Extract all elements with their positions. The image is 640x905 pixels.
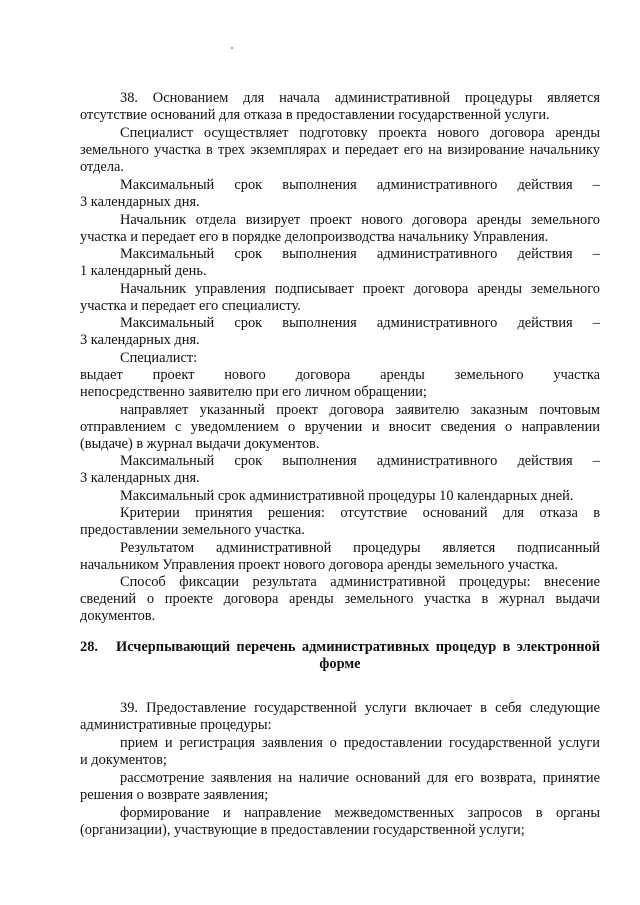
- specialist-heading: Специалист:: [120, 350, 198, 366]
- paragraph-dept-head-line-1: Начальник отдела визирует проект нового договора аренды земельного: [120, 212, 600, 228]
- section-title-line-1: Исчерпывающий перечень административных процедур в электронной: [116, 639, 600, 655]
- issues-line-2: непосредственно заявителю при его личном обращении;: [80, 384, 427, 400]
- max-term-3-line-2: 3 календарных дня.: [80, 332, 200, 348]
- paragraph-specialist-line-1: Специалист осуществляет подготовку проекта нового договора аренды: [120, 125, 600, 141]
- max-term-1-line-2: 3 календарных дня.: [80, 194, 200, 210]
- criteria-line-2: предоставлении земельного участка.: [80, 522, 305, 538]
- max-procedure-term: Максимальный срок административной процедуры 10 календарных дней.: [120, 488, 574, 504]
- max-term-2-line-2: 1 календарный день.: [80, 263, 207, 279]
- fixation-line-1: Способ фиксации результата административной процедуры: внесение: [120, 574, 600, 590]
- paragraph-chief-line-1: Начальник управления подписывает проект договора аренды земельного: [120, 281, 600, 297]
- paragraph-specialist-line-2: земельного участка в трех экземплярах и передает его на визирование начальнику: [80, 142, 600, 158]
- paragraph-39-line-2: административные процедуры:: [80, 717, 272, 733]
- paragraph-dept-head-line-2: участка и передает его в порядке делопроизводства начальнику Управления.: [80, 229, 549, 245]
- scan-speck: [231, 47, 233, 49]
- procedure-2-line-1: рассмотрение заявления на наличие оснований для его возврата, принятие: [120, 770, 600, 786]
- fixation-line-3: документов.: [80, 608, 156, 624]
- fixation-line-2: сведений о проекте договора аренды земельного участка в журнал выдачи: [80, 591, 600, 607]
- sends-line-2: отправлением с уведомлением о вручении и вносит сведения о направлении: [80, 419, 600, 435]
- result-line-2: начальником Управления проект нового договора аренды земельного участка.: [80, 557, 559, 573]
- max-term-1-line-1: Максимальный срок выполнения административного действия –: [120, 177, 600, 193]
- issues-line-1: выдает проект нового договора аренды земельного участка: [80, 367, 600, 383]
- procedure-3-line-2: (организации), участвующие в предоставлении государственной услуги;: [80, 822, 525, 838]
- max-term-2-line-1: Максимальный срок выполнения административного действия –: [120, 246, 600, 262]
- paragraph-38-line-1: 38. Основанием для начала административной процедуры является: [120, 90, 600, 106]
- paragraph-39-line-1: 39. Предоставление государственной услуги включает в себя следующие: [120, 700, 600, 716]
- section-title-line-2: форме: [319, 656, 361, 672]
- max-term-3-line-1: Максимальный срок выполнения административного действия –: [120, 315, 600, 331]
- max-term-4-line-2: 3 календарных дня.: [80, 470, 200, 486]
- sends-line-3: (выдаче) в журнал выдачи документов.: [80, 436, 320, 452]
- procedure-1-line-2: и документов;: [80, 752, 167, 768]
- procedure-2-line-2: решения о возврате заявления;: [80, 787, 269, 803]
- paragraph-specialist-line-3: отдела.: [80, 159, 124, 175]
- section-number: 28.: [80, 639, 98, 655]
- sends-line-1: направляет указанный проект договора заявителю заказным почтовым: [120, 402, 600, 418]
- criteria-line-1: Критерии принятия решения: отсутствие оснований для отказа в: [120, 505, 600, 521]
- paragraph-38-line-2: отсутствие оснований для отказа в предоставлении государственной услуги.: [80, 107, 550, 123]
- procedure-1-line-1: прием и регистрация заявления о предоставлении государственной услуги: [120, 735, 600, 751]
- max-term-4-line-1: Максимальный срок выполнения административного действия –: [120, 453, 600, 469]
- procedure-3-line-1: формирование и направление межведомственных запросов в органы: [120, 805, 600, 821]
- result-line-1: Результатом административной процедуры является подписанный: [120, 540, 600, 556]
- paragraph-chief-line-2: участка и передает его специалисту.: [80, 298, 301, 314]
